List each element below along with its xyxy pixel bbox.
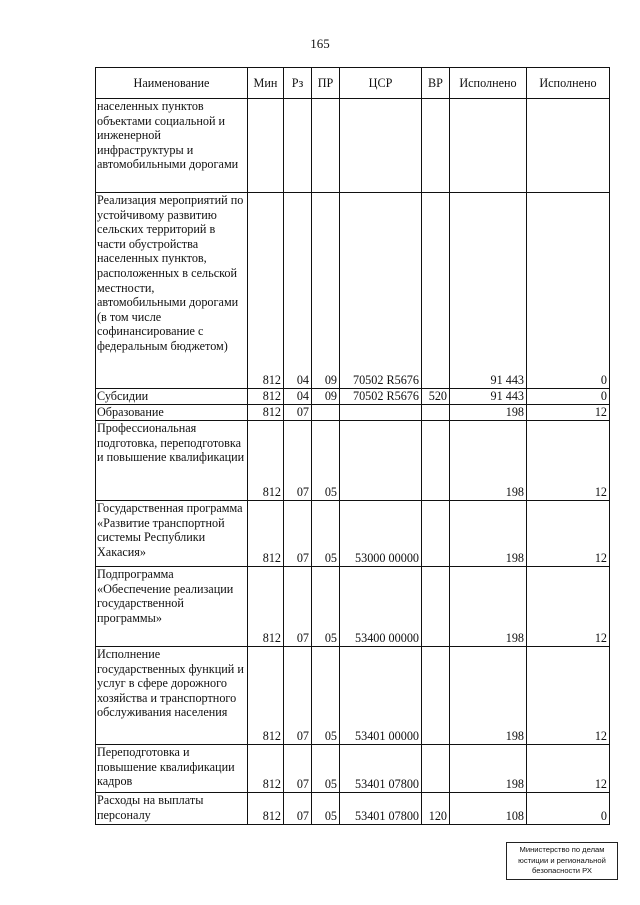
budget-table <box>95 67 610 825</box>
row-name: Расходы на выплаты персоналу <box>96 793 248 825</box>
row-name: Реализация мероприятий по устойчивому развитию сельских территорий в части обустройства населенных пунктов, расположенных в сельской местности, автомобильными дорогами (в том числе софинансирование с федеральным бюджетом) <box>96 193 248 389</box>
row-pr: 05 <box>312 567 340 647</box>
table-row <box>96 647 610 745</box>
stamp-line: безопасности РХ <box>532 866 592 875</box>
row-csr: 53401 07800 <box>340 793 422 825</box>
row-vr <box>422 567 450 647</box>
row-pr: 05 <box>312 745 340 793</box>
row-executed-2: 0 <box>527 389 610 405</box>
row-csr: 53401 07800 <box>340 745 422 793</box>
row-pr: 09 <box>312 193 340 389</box>
row-vr <box>422 647 450 745</box>
row-csr <box>340 99 422 193</box>
row-vr <box>422 421 450 501</box>
table-row <box>96 421 610 501</box>
table-row <box>96 389 610 405</box>
stamp-line: Министерство по делам <box>519 845 605 854</box>
header-pr: ПР <box>312 68 340 99</box>
page-number: 165 <box>310 36 330 51</box>
row-vr <box>422 193 450 389</box>
row-rz: 04 <box>284 389 312 405</box>
row-executed-1: 91 443 <box>450 389 527 405</box>
row-executed-2: 0 <box>527 793 610 825</box>
row-pr <box>312 405 340 421</box>
header-row <box>96 68 610 99</box>
row-rz: 07 <box>284 421 312 501</box>
row-executed-1: 198 <box>450 421 527 501</box>
row-name: Субсидии <box>96 389 248 405</box>
row-min: 812 <box>248 193 284 389</box>
header-vr: ВР <box>422 68 450 99</box>
row-executed-2: 12 <box>527 567 610 647</box>
row-executed-1: 108 <box>450 793 527 825</box>
row-csr: 53401 00000 <box>340 647 422 745</box>
row-name: Подпрограмма «Обеспечение реализации государственной программы» <box>96 567 248 647</box>
row-csr: 53400 00000 <box>340 567 422 647</box>
row-csr: 70502 R5676 <box>340 389 422 405</box>
table-row <box>96 501 610 567</box>
row-min: 812 <box>248 389 284 405</box>
table-row <box>96 567 610 647</box>
row-executed-2: 12 <box>527 745 610 793</box>
row-rz: 04 <box>284 193 312 389</box>
row-vr <box>422 99 450 193</box>
row-executed-2: 12 <box>527 647 610 745</box>
row-executed-2 <box>527 99 610 193</box>
row-min <box>248 99 284 193</box>
stamp-line: юстиции и региональной <box>518 855 606 865</box>
row-rz: 07 <box>284 501 312 567</box>
header-executed-2: Исполнено <box>527 68 610 99</box>
row-executed-1: 91 443 <box>450 193 527 389</box>
row-pr: 05 <box>312 793 340 825</box>
row-pr: 05 <box>312 421 340 501</box>
row-rz: 07 <box>284 745 312 793</box>
row-csr <box>340 405 422 421</box>
row-executed-1: 198 <box>450 567 527 647</box>
row-name: населенных пунктов объектами социальной и инженерной инфраструктуры и автомобильными дорогами <box>96 99 248 193</box>
row-min: 812 <box>248 405 284 421</box>
row-pr: 09 <box>312 389 340 405</box>
table-row <box>96 99 610 193</box>
row-min: 812 <box>248 745 284 793</box>
table-row <box>96 193 610 389</box>
row-min: 812 <box>248 647 284 745</box>
row-min: 812 <box>248 501 284 567</box>
row-rz: 07 <box>284 567 312 647</box>
row-csr <box>340 421 422 501</box>
row-executed-2: 12 <box>527 501 610 567</box>
row-vr <box>422 405 450 421</box>
header-csr: ЦСР <box>340 68 422 99</box>
row-rz: 07 <box>284 793 312 825</box>
row-csr: 70502 R5676 <box>340 193 422 389</box>
row-name: Государственная программа «Развитие транспортной системы Республики Хакасия» <box>96 501 248 567</box>
row-pr: 05 <box>312 647 340 745</box>
row-pr <box>312 99 340 193</box>
row-vr <box>422 501 450 567</box>
row-executed-2: 0 <box>527 193 610 389</box>
header-min: Мин <box>248 68 284 99</box>
row-min: 812 <box>248 421 284 501</box>
row-rz <box>284 99 312 193</box>
table-row <box>96 793 610 825</box>
row-rz: 07 <box>284 647 312 745</box>
header-rz: Рз <box>284 68 312 99</box>
row-vr: 520 <box>422 389 450 405</box>
row-rz: 07 <box>284 405 312 421</box>
row-name: Профессиональная подготовка, переподготовка и повышение квалификации <box>96 421 248 501</box>
row-min: 812 <box>248 567 284 647</box>
row-name: Переподготовка и повышение квалификации кадров <box>96 745 248 793</box>
header-name: Наименование <box>96 68 248 99</box>
row-executed-1: 198 <box>450 745 527 793</box>
row-csr: 53000 00000 <box>340 501 422 567</box>
header-executed-1: Исполнено <box>450 68 527 99</box>
table-row <box>96 745 610 793</box>
row-vr: 120 <box>422 793 450 825</box>
ministry-stamp <box>506 842 618 880</box>
row-vr <box>422 745 450 793</box>
row-name: Исполнение государственных функций и услуг в сфере дорожного хозяйства и транспортного обслуживания населения <box>96 647 248 745</box>
table-row <box>96 405 610 421</box>
row-executed-2: 12 <box>527 405 610 421</box>
row-executed-2: 12 <box>527 421 610 501</box>
row-executed-1 <box>450 99 527 193</box>
row-executed-1: 198 <box>450 647 527 745</box>
row-min: 812 <box>248 793 284 825</box>
row-pr: 05 <box>312 501 340 567</box>
row-executed-1: 198 <box>450 405 527 421</box>
row-name: Образование <box>96 405 248 421</box>
row-executed-1: 198 <box>450 501 527 567</box>
